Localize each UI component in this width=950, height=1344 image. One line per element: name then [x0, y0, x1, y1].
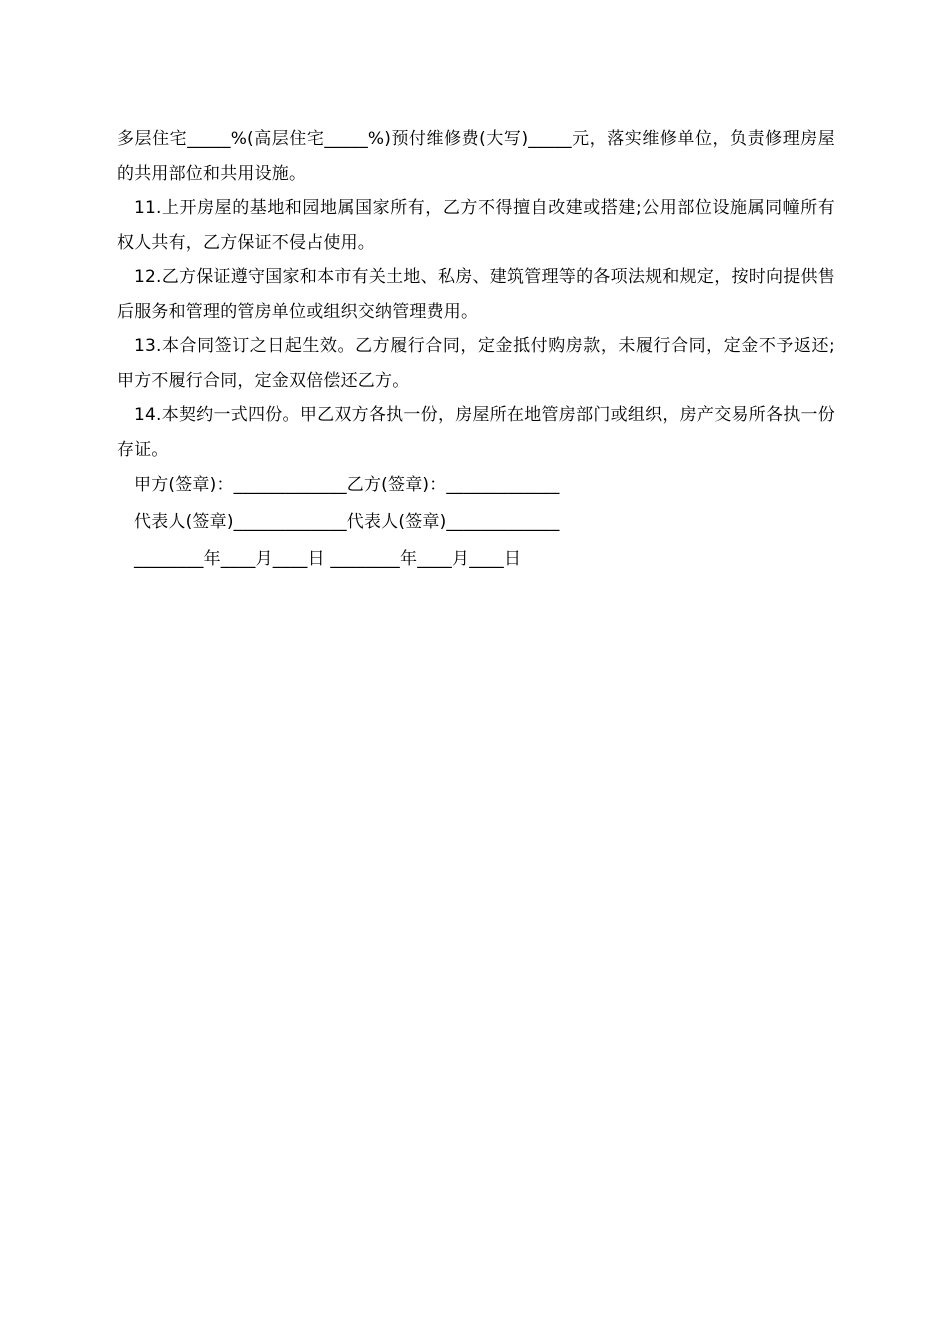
clause-12: 12.乙方保证遵守国家和本市有关土地、私房、建筑管理等的各项法规和规定，按时向提供售后服务和管理的管房单位或组织交纳管理费用。 [117, 267, 835, 322]
clause-14: 14.本契约一式四份。甲乙双方各执一份，房屋所在地管房部门或组织，房产交易所各执一份存证。 [117, 405, 835, 460]
paragraph-maintenance-fee: 多层住宅_____%(高层住宅_____%)预付维修费(大写)_____元，落实维修单位，负责修理房屋的共用部位和共用设施。 [117, 129, 835, 184]
clause-11: 11.上开房屋的基地和园地属国家所有，乙方不得擅自改建或搭建;公用部位设施属同幢所有权人共有，乙方保证不侵占使用。 [117, 198, 835, 253]
contract-body [117, 122, 835, 578]
signature-date-line: ________年____月____日 ________年____月____日 [134, 549, 522, 569]
clause-13: 13.本合同签订之日起生效。乙方履行合同，定金抵付购房款，未履行合同，定金不予返还;甲方不履行合同，定金双倍偿还乙方。 [117, 336, 835, 391]
signature-seal-line: 甲方(签章)：_____________乙方(签章)：_____________ [134, 475, 560, 495]
signature-representative-line: 代表人(签章)_____________代表人(签章)_____________ [134, 512, 560, 532]
